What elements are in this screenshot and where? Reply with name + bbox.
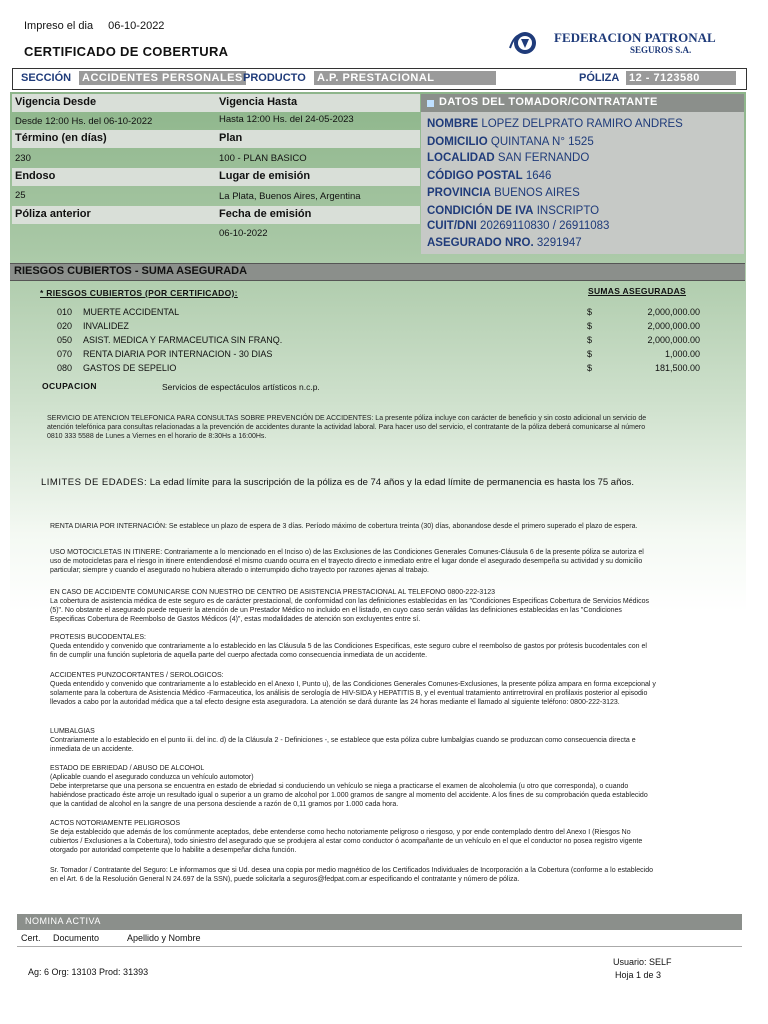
cp-label: CÓDIGO POSTAL: [427, 170, 523, 182]
risk-desc: GASTOS DE SEPELIO: [83, 363, 177, 373]
federacion-logo-icon: [508, 30, 538, 56]
punzo-block: [50, 671, 656, 707]
provincia-value: BUENOS AIRES: [494, 187, 580, 199]
actos-block: [50, 819, 656, 855]
ebriedad-body: Debe interpretarse que una persona se encuentra en estado de ebriedad si conduciendo un vehículo se niega a practicarse el examen de alcoholemia (u otro que corresponda), o cuando habiéndose practicado éste arroje un resultado igual o superior a un gramo de alcohol por 1.000 gramos de sangre al momento del accidente. A los fines de su comprobación queda establecido que la cantidad de alcohol en la sangre de una persona desciende a razón de 0,11 gramos por 1.000 cada hora.: [50, 783, 648, 808]
fecha-emision-value: 06-10-2022: [219, 228, 268, 239]
tomador-title: DATOS DEL TOMADOR/CONTRATANTE: [439, 96, 658, 108]
lumbalgias-block: [50, 727, 656, 754]
lugar-value: La Plata, Buenos Aires, Argentina: [219, 191, 361, 202]
cuit-label: CUIT/DNI: [427, 220, 477, 232]
risk-currency: $: [587, 307, 593, 317]
lugar-label: Lugar de emisión: [216, 168, 420, 186]
asegurado-value: 3291947: [536, 237, 582, 249]
col-documento: Documento: [53, 933, 100, 943]
asegurado-row: [427, 237, 582, 249]
provincia-row: [427, 187, 580, 199]
limites-edades: [41, 477, 741, 488]
col-cert: Cert.: [21, 933, 41, 943]
footer-page: Hoja 1 de 3: [615, 970, 662, 980]
risk-amount: 181,500.00: [654, 363, 700, 373]
risk-amount: 2,000,000.00: [647, 321, 700, 331]
risk-currency: $: [587, 363, 593, 373]
moto-paragraph: USO MOTOCICLETAS IN ITINERE: Contrariamente a lo mencionado en el Inciso o) de las Exclusiones de las Condiciones Generales Comunes-Cláusula 6 de la presente póliza se autoriza el uso de motocicletas para el riesgo in itinere entendiendosé el mismo cuando ocurra en el trayecto directo e inmediato entre el lugar donde el asegurado desempeña su actividad y su domicilio particular; siempre y cuando el asegurado no hubiera alterado o interrumpido dicho trayecto por razones ajenas al trabajo.: [50, 549, 644, 574]
termino-label: Término (en días): [12, 130, 216, 148]
risk-amount: 2,000,000.00: [647, 335, 700, 345]
iva-value: INSCRIPTO: [536, 205, 600, 217]
nomina-title: NOMINA ACTIVA: [25, 916, 101, 926]
producto-label: PRODUCTO: [243, 72, 306, 84]
seccion-value: ACCIDENTES PERSONALES: [79, 71, 246, 85]
asistencia-title: EN CASO DE ACCIDENTE COMUNICARSE CON NUESTRO DE CENTRO DE ASISTENCIA PRESTACIONAL AL TELEFONO 0800-222-3123: [50, 589, 496, 596]
risk-list: [57, 307, 747, 377]
poliza-label: PÓLIZA: [579, 72, 620, 84]
renta-paragraph: RENTA DIARIA POR INTERNACIÓN: Se establece un plazo de espera de 3 días. Período máximo de cobertura treinta (30) días, abonandose desde el primero superado el plazo de espera.: [50, 523, 638, 530]
plan-label: Plan: [216, 130, 420, 148]
iva-row: [427, 205, 599, 217]
risk-currency: $: [587, 349, 593, 359]
poliza-anterior-value: [12, 225, 216, 245]
ocupacion-value: Servicios de espectáculos artísticos n.c.p.: [162, 382, 320, 392]
ebriedad-block: [50, 764, 656, 809]
risk-amount: 2,000,000.00: [647, 307, 700, 317]
riesgos-subtitle: * RIESGOS CUBIERTOS (POR CERTIFICADO):: [40, 288, 238, 298]
endoso-value: 25: [15, 190, 26, 201]
localidad-row: [427, 152, 589, 164]
vigencia-hasta-value: Hasta 12:00 Hs. del 24-05-2023: [219, 114, 354, 125]
actos-title: ACTOS NOTORIAMENTE PELIGROSOS: [50, 820, 181, 827]
tomador-note: Sr. Tomador / Contratante del Seguro: Le informamos que si Ud. desea una copia por medio magnético de los Certificados Individuales de Incorporación a la Cobertura (conforme a lo establecido en el Art. 6 de la Resolución General N 24.697 de la SSN), puede solicitarla a seguros@fedpat.com.ar especificando el contratante y número de póliza.: [50, 867, 653, 883]
protesis-body: Queda entendido y convenido que contrariamente a lo establecido en las Cláusula 5 de las Condiciones Especificas, este seguro cubre el reembolso de gastos por prótesis bucodentales con el fin de cumplir una función supletoria de aquella parte del cuerpo afectada como consecuencia inmediata de un accidente.: [50, 643, 647, 659]
risk-desc: RENTA DIARIA POR INTERNACION - 30 DIAS: [83, 349, 273, 359]
risk-row: [57, 349, 747, 361]
plan-value: 100 - PLAN BASICO: [219, 153, 307, 164]
risk-row: [57, 307, 747, 319]
iva-label: CONDICIÓN DE IVA: [427, 205, 534, 217]
cp-row: [427, 170, 551, 182]
protesis-block: [50, 633, 656, 660]
risk-desc: ASIST. MEDICA Y FARMACEUTICA SIN FRANQ.: [83, 335, 283, 345]
document-title: CERTIFICADO DE COBERTURA: [24, 44, 229, 59]
riesgos-title: RIESGOS CUBIERTOS - SUMA ASEGURADA: [14, 265, 248, 277]
riesgos-header-bar: [10, 263, 745, 281]
poliza-anterior-label: Póliza anterior: [12, 206, 216, 224]
cp-value: 1646: [525, 170, 552, 182]
punzo-body: Queda entendido y convenido que contrariamente a lo establecido en el Anexo I, Punto u), de las Condiciones Generales Comunes-Exclusiones, la presente póliza ampara en forma excepcional y solamente para la cobertura de Asistencia Médico -Farmaceutica, los análisis de serología de HIV-SIDA y HEPATITIS B, y el eventual tratamiento antirretroviral en profilaxis posterior al episodio llevados a cabo por la autoridad médica que a tal efecto designe esta aseguradora. La atención se dará durante las 24 horas mediante el llamado al siguiente teléfono: 0800-222-3123.: [50, 681, 656, 706]
tomador-panel: [421, 94, 744, 254]
seccion-label: SECCIÓN: [21, 72, 72, 84]
provincia-label: PROVINCIA: [427, 187, 491, 199]
square-bullet-icon: [427, 100, 434, 107]
servicio-paragraph: SERVICIO DE ATENCION TELEFONICA PARA CONSULTAS SOBRE PREVENCIÓN DE ACCIDENTES: La presente póliza incluye con carácter de beneficio y sin costo adicional un servicio de atención telefónica para consultas relacionadas a la prevención de accidentes durante la actividad laboral. Para hacer uso del servicio, el contratante de la póliza deberá comunicarse al número 0810 333 5588 de Lunes a Viernes en el horario de 8:30Hs a 16:00Hs.: [47, 415, 647, 440]
company-logo: [508, 28, 716, 58]
risk-desc: INVALIDEZ: [83, 321, 129, 331]
footer-codes: Ag: 6 Org: 13103 Prod: 31393: [28, 967, 149, 977]
punzo-title: ACCIDENTES PUNZOCORTANTES / SEROLOGICOS:: [50, 672, 224, 679]
sumas-header: SUMAS ASEGURADAS: [588, 286, 686, 296]
print-date: 06-10-2022: [108, 20, 165, 32]
asistencia-body: La cobertura de asistencia médica de este seguro es de carácter prestacional, de conformidad con las definiciones establecidas en las "Condiciones Especificas Cobertura de Servicios Médicos (5)". No obstante el asegurado puede requerir la atención de un Prestador Médico no incluido en el listado, en cuyo caso serán válidas las definiciones establecidas en las "Condiciones Especificas Cobertura de Reembolso de Gastos Médicos (4)", estas modalidades de atención son excluyentes entre sí.: [50, 598, 649, 623]
risk-code: 050: [57, 335, 73, 345]
domicilio-value: QUINTANA N° 1525: [490, 136, 594, 148]
limites-text: La edad límite para la suscripción de la póliza es de 74 años y la edad límite de permanencia es hasta los 75 años.: [149, 477, 635, 488]
asistencia-block: [50, 588, 656, 624]
vigencia-desde-value: Desde 12:00 Hs. del 06-10-2022: [15, 116, 153, 127]
fecha-emision-label: Fecha de emisión: [216, 206, 420, 224]
risk-row: [57, 321, 747, 333]
print-date-line: [24, 20, 176, 32]
nomina-header-bar: [17, 914, 742, 930]
nombre-label: NOMBRE: [427, 118, 479, 130]
lumbalgias-title: LUMBALGIAS: [50, 728, 95, 735]
cuit-row: [427, 220, 609, 232]
policy-details-grid: [12, 94, 416, 252]
risk-code: 010: [57, 307, 73, 317]
termino-value: 230: [15, 153, 31, 164]
limites-label: LIMITES DE EDADES:: [41, 477, 148, 488]
localidad-label: LOCALIDAD: [427, 152, 495, 164]
footer-usuario: Usuario: SELF: [613, 957, 672, 967]
producto-value: A.P. PRESTACIONAL: [314, 71, 496, 85]
print-label: Impreso el dia: [24, 20, 94, 32]
risk-row: [57, 335, 747, 347]
ocupacion-label: OCUPACION: [42, 381, 97, 391]
vigencia-hasta-label: Vigencia Hasta: [216, 94, 420, 112]
nomina-columns: [17, 930, 742, 947]
domicilio-label: DOMICILIO: [427, 136, 488, 148]
poliza-value: 12 - 7123580: [626, 71, 736, 85]
risk-row: [57, 363, 747, 375]
ebriedad-subtitle: (Aplicable cuando el asegurado conduzca un vehículo automotor): [50, 774, 254, 781]
domicilio-row: [427, 136, 594, 148]
logo-line2: SEGUROS S.A.: [630, 45, 692, 55]
risk-currency: $: [587, 335, 593, 345]
nombre-row: [427, 118, 683, 130]
protesis-title: PROTESIS BUCODENTALES:: [50, 634, 146, 641]
tomador-header: [421, 94, 744, 112]
col-apellido-nombre: Apellido y Nombre: [127, 933, 201, 943]
risk-currency: $: [587, 321, 593, 331]
logo-line1: FEDERACION PATRONAL: [554, 30, 716, 45]
ebriedad-title: ESTADO DE EBRIEDAD / ABUSO DE ALCOHOL: [50, 765, 205, 772]
risk-desc: MUERTE ACCIDENTAL: [83, 307, 180, 317]
cuit-value: 20269110830 / 26911083: [480, 220, 610, 232]
localidad-value: SAN FERNANDO: [497, 152, 590, 164]
policy-bar: [12, 68, 747, 90]
actos-body: Se deja establecido que además de los comúnmente aceptados, debe entenderse como hecho notoriamente peligroso o riesgoso, y por ende contemplado dentro del Anexo I (Riesgos No cubiertos / Exclusiones a la Cobertura), todo siniestro del asegurado que se produjera al estar como conductor ó acompañante de un vehículo en el que el conductor no posea registro vigente otorgado por autoridad competente que lo habilite a desempeñar dicha función.: [50, 829, 643, 854]
asegurado-label: ASEGURADO NRO.: [427, 237, 534, 249]
endoso-label: Endoso: [12, 168, 216, 186]
nombre-value: LOPEZ DELPRATO RAMIRO ANDRES: [481, 118, 683, 130]
risk-code: 070: [57, 349, 73, 359]
risk-code: 020: [57, 321, 73, 331]
lumbalgias-body: Contrariamente a lo establecido en el punto iii. del inc. d) de la Cláusula 2 - Definiciones -, se establece que esta póliza cubre lumbalgias cuando se produzcan como consecuencia directa e inmediata de un accidente.: [50, 737, 636, 753]
risk-code: 080: [57, 363, 73, 373]
risk-amount: 1,000.00: [664, 349, 700, 359]
vigencia-desde-label: Vigencia Desde: [12, 94, 216, 112]
